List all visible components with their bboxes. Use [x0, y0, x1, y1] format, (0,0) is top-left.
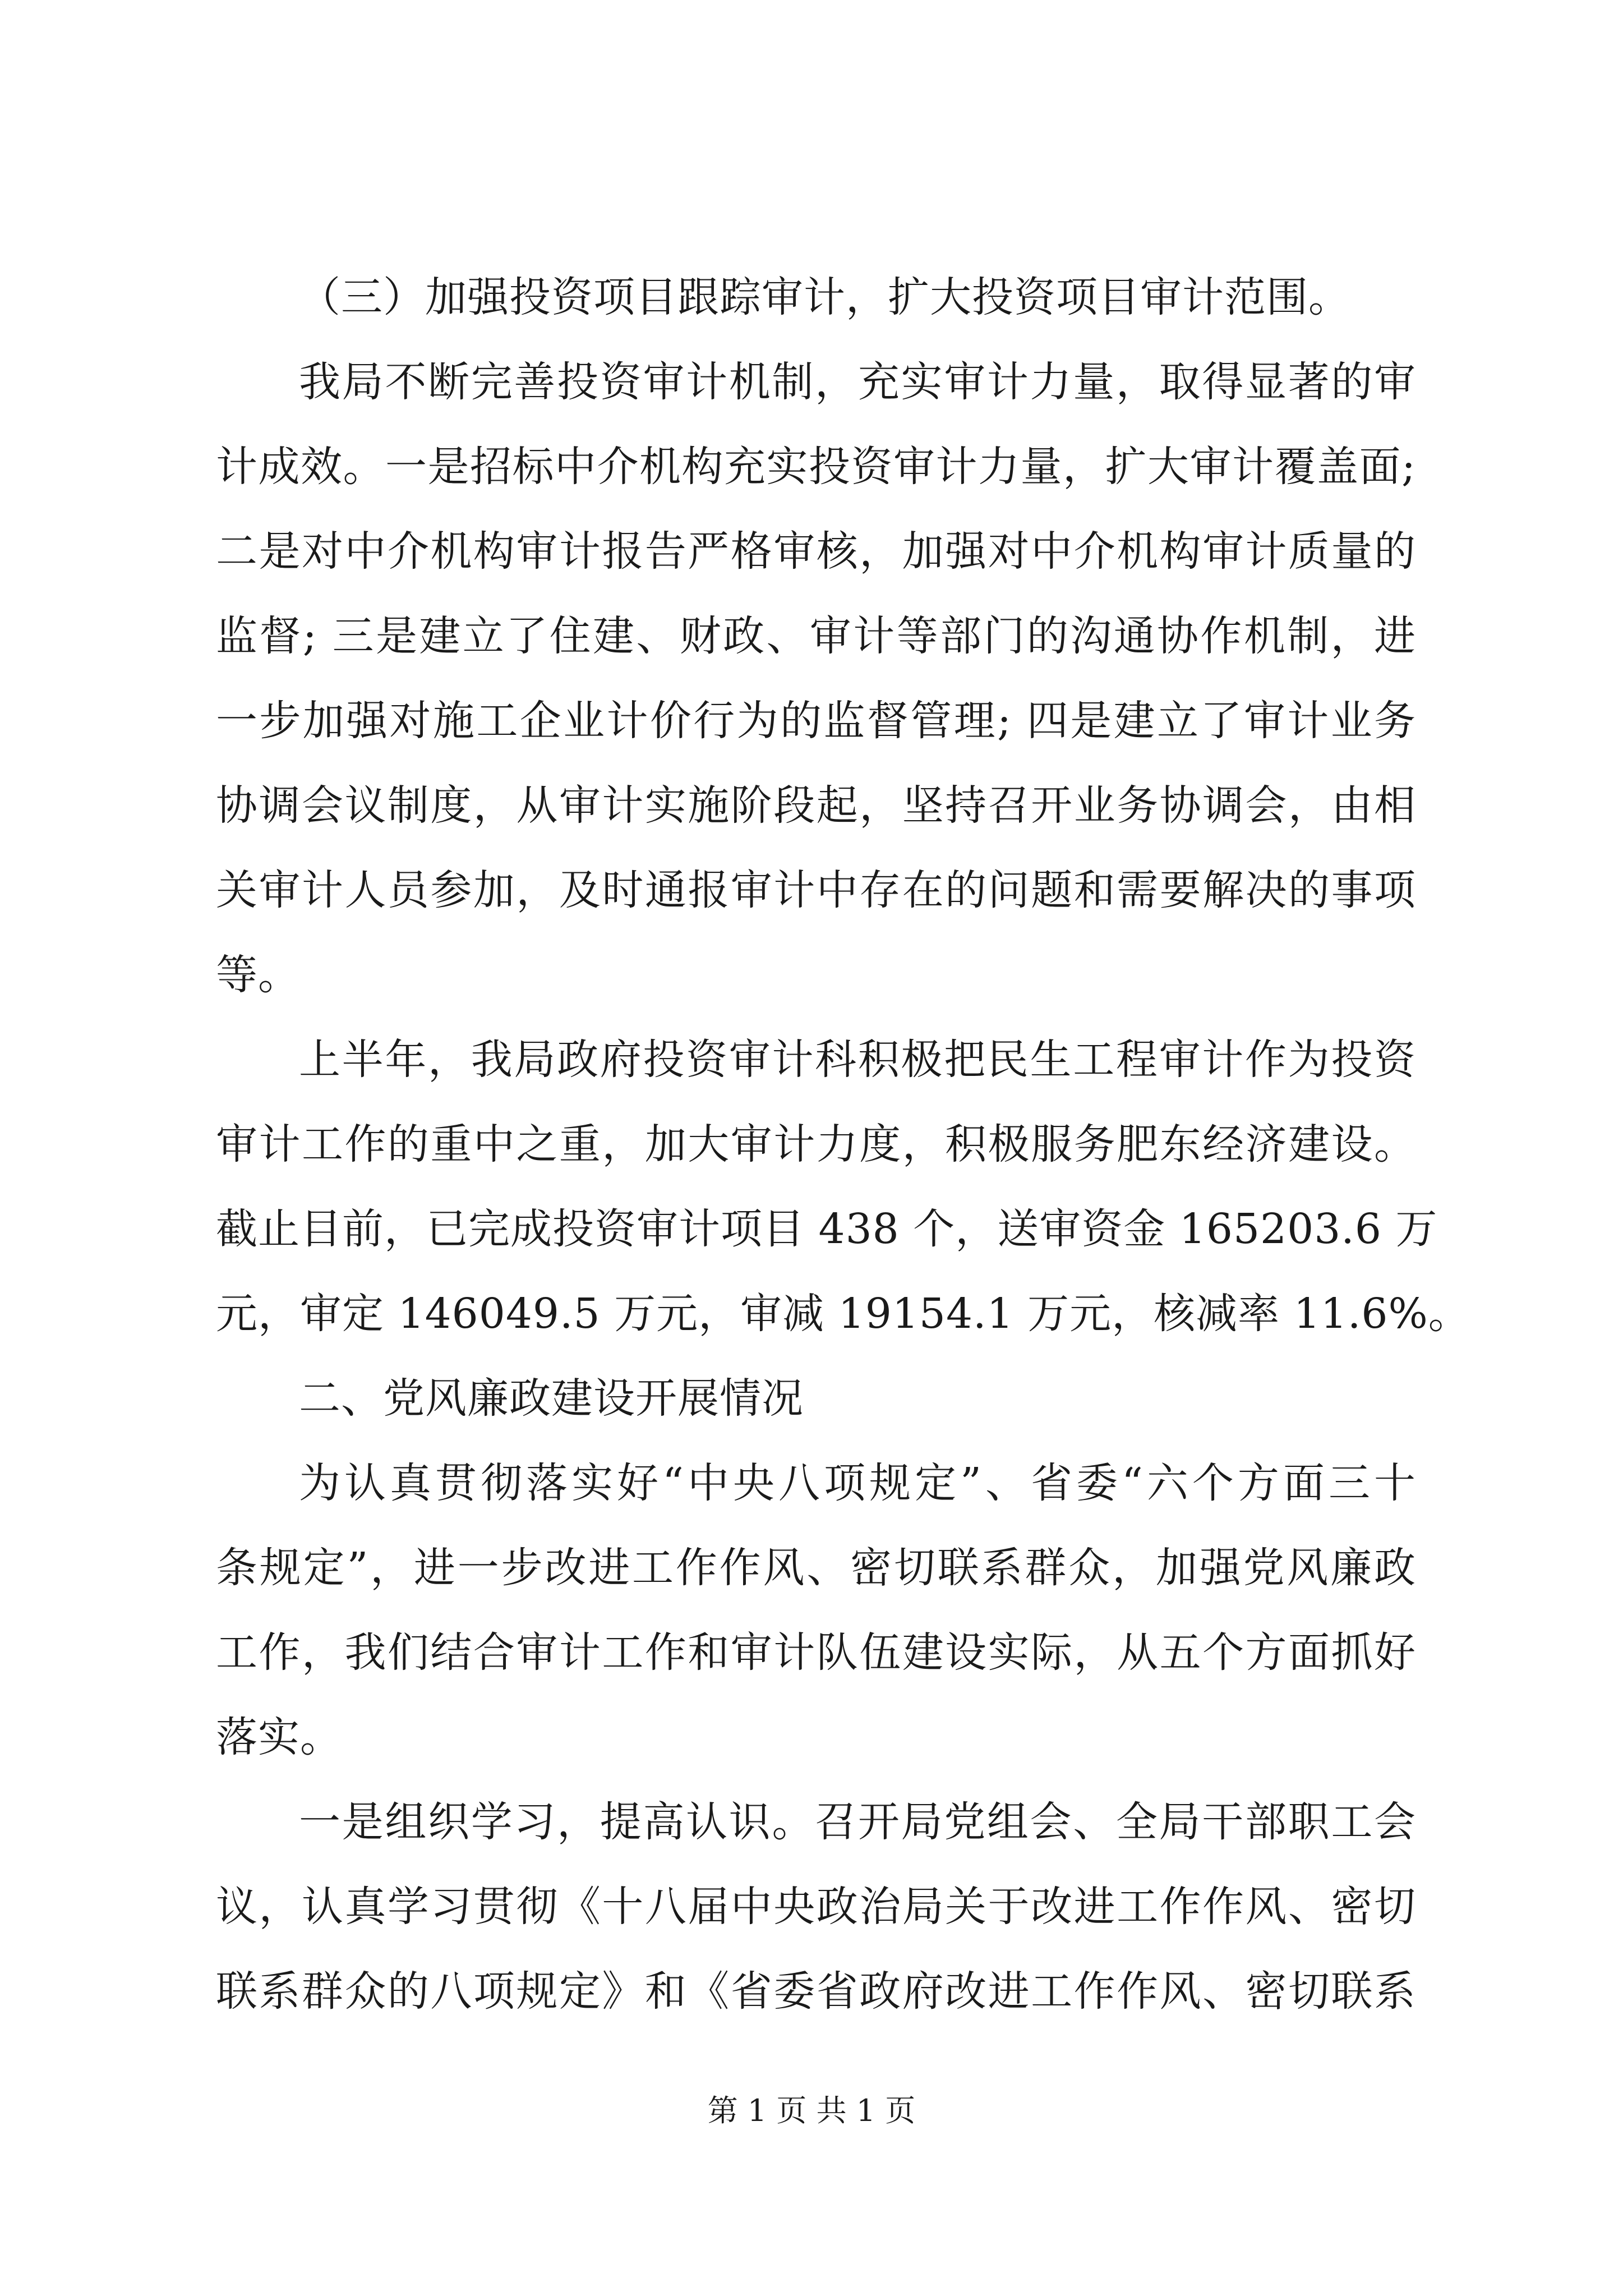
paragraph-line: 条规定”，进一步改进工作作风、密切联系群众，加强党风廉政 — [216, 1544, 1416, 1592]
section-heading-party-conduct: 二、党风廉政建设开展情况 — [299, 1374, 804, 1423]
paragraph-line: 二是对中介机构审计报告严格审核，加强对中介机构审计质量的 — [216, 527, 1416, 576]
paragraph-line: 元，审定 146049.5 万元，审减 19154.1 万元，核减率 11.6%。 — [216, 1290, 1470, 1338]
paragraph-line: 关审计人员参加，及时通报审计中存在的问题和需要解决的事项 — [216, 866, 1416, 914]
paragraph-line: 我局不断完善投资审计机制，充实审计力量，取得显著的审 — [299, 358, 1416, 406]
section-heading-investment-audit: （三）加强投资项目跟踪审计，扩大投资项目审计范围。 — [299, 273, 1350, 321]
paragraph-line: 联系群众的八项规定》和《省委省政府改进工作作风、密切联系 — [216, 1967, 1416, 2016]
paragraph-line: 一是组织学习，提高认识。召开局党组会、全局干部职工会 — [299, 1798, 1416, 1846]
paragraph-line: 截止目前，已完成投资审计项目 438 个，送审资金 165203.6 万 — [216, 1205, 1438, 1253]
paragraph-line: 监督; 三是建立了住建、财政、审计等部门的沟通协作机制，进 — [216, 612, 1416, 660]
paragraph-line: 工作，我们结合审计工作和审计队伍建设实际，从五个方面抓好 — [216, 1628, 1416, 1677]
paragraph-line: 审计工作的重中之重，加大审计力度，积极服务肥东经济建设。 — [216, 1120, 1416, 1168]
paragraph-line: 议，认真学习贯彻《十八届中央政治局关于改进工作作风、密切 — [216, 1883, 1416, 1931]
paragraph-line: 计成效。一是招标中介机构充实投资审计力量，扩大审计覆盖面; — [216, 443, 1416, 491]
paragraph-line: 协调会议制度，从审计实施阶段起，坚持召开业务协调会，由相 — [216, 781, 1416, 830]
paragraph-line: 等。 — [216, 951, 300, 999]
page-number-footer: 第 1 页 共 1 页 — [707, 2093, 916, 2128]
paragraph-line: 落实。 — [216, 1713, 342, 1761]
paragraph-line: 上半年，我局政府投资审计科积极把民生工程审计作为投资 — [299, 1036, 1416, 1084]
paragraph-line: 为认真贯彻落实好“中央八项规定”、省委“六个方面三十 — [299, 1459, 1416, 1507]
paragraph-line: 一步加强对施工企业计价行为的监督管理; 四是建立了审计业务 — [216, 697, 1416, 745]
